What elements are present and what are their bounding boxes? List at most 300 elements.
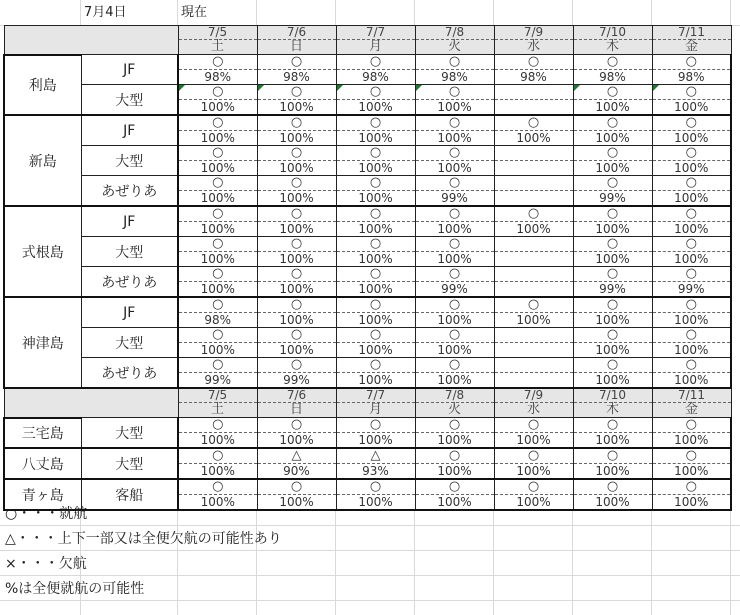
operation-symbol: ○ bbox=[369, 357, 382, 372]
island-name-cell[interactable]: 新島 bbox=[4, 115, 81, 206]
operation-probability: 100% bbox=[416, 130, 494, 145]
forecast-cell[interactable] bbox=[573, 55, 652, 85]
date-header-cell[interactable] bbox=[494, 388, 573, 418]
operation-symbol: ○ bbox=[212, 357, 224, 372]
forecast-cell[interactable] bbox=[415, 328, 494, 358]
operation-symbol: ○ bbox=[448, 327, 461, 342]
operation-symbol: ○ bbox=[685, 357, 697, 372]
date-header-row bbox=[4, 388, 731, 418]
operation-probability: 100% bbox=[653, 372, 731, 387]
forecast-cell[interactable] bbox=[415, 146, 494, 176]
date-header-cell[interactable] bbox=[415, 26, 494, 55]
forecast-cell[interactable] bbox=[573, 328, 652, 358]
forecast-cell[interactable] bbox=[336, 328, 415, 358]
operation-symbol: ○ bbox=[606, 175, 619, 190]
forecast-cell[interactable] bbox=[652, 479, 731, 510]
operation-probability: 100% bbox=[179, 190, 257, 205]
forecast-cell[interactable] bbox=[415, 115, 494, 146]
forecast-cell[interactable] bbox=[652, 85, 731, 116]
operation-symbol: ○ bbox=[369, 54, 382, 69]
forecast-cell[interactable] bbox=[178, 85, 257, 116]
forecast-cell[interactable] bbox=[494, 146, 573, 176]
operation-probability: 100% bbox=[337, 130, 415, 145]
date-label: 7/10 bbox=[599, 388, 626, 402]
forecast-cell[interactable] bbox=[573, 358, 652, 389]
ship-type-cell[interactable]: JF bbox=[81, 115, 178, 146]
schedule-table bbox=[3, 25, 732, 511]
operation-symbol: ○ bbox=[606, 54, 619, 69]
forecast-cell[interactable] bbox=[257, 297, 336, 328]
operation-probability bbox=[495, 190, 573, 205]
date-header-cell[interactable] bbox=[652, 388, 731, 418]
operation-probability: 98% bbox=[574, 69, 652, 84]
forecast-cell[interactable] bbox=[494, 267, 573, 298]
table-row bbox=[4, 297, 731, 328]
date-header-cell[interactable] bbox=[336, 26, 415, 55]
weekday-label: 日 bbox=[258, 402, 336, 417]
operation-probability: 100% bbox=[574, 432, 652, 447]
date-label: 7/9 bbox=[523, 388, 544, 402]
operation-symbol: ○ bbox=[606, 145, 619, 160]
operation-symbol: ○ bbox=[685, 206, 697, 221]
weekday-label: 木 bbox=[574, 39, 652, 54]
operation-probability: 99% bbox=[574, 190, 652, 205]
forecast-cell[interactable] bbox=[257, 146, 336, 176]
forecast-cell[interactable] bbox=[178, 267, 257, 298]
date-header-cell[interactable] bbox=[178, 388, 257, 418]
island-name-cell[interactable]: 三宅島 bbox=[4, 418, 81, 449]
date-label: 7/7 bbox=[365, 388, 386, 402]
forecast-cell[interactable] bbox=[257, 267, 336, 298]
operation-probability: 100% bbox=[337, 372, 415, 387]
legend-item[interactable]: ×・・・欠航 bbox=[5, 556, 87, 572]
date-label: 7/11 bbox=[678, 25, 705, 39]
forecast-cell[interactable] bbox=[494, 115, 573, 146]
operation-symbol: ○ bbox=[448, 145, 461, 160]
operation-probability: 100% bbox=[258, 190, 336, 205]
date-header-cell[interactable] bbox=[178, 26, 257, 55]
operation-symbol: ○ bbox=[369, 175, 382, 190]
operation-probability: 100% bbox=[653, 251, 731, 266]
forecast-cell[interactable] bbox=[415, 206, 494, 237]
operation-symbol: ○ bbox=[369, 115, 382, 130]
operation-probability: 99% bbox=[653, 281, 731, 296]
forecast-cell[interactable] bbox=[494, 237, 573, 267]
forecast-cell[interactable] bbox=[652, 55, 731, 85]
operation-probability: 100% bbox=[574, 130, 652, 145]
operation-probability: 100% bbox=[179, 130, 257, 145]
forecast-cell[interactable] bbox=[415, 85, 494, 116]
operation-symbol: ○ bbox=[685, 448, 697, 463]
ship-type-cell[interactable]: JF bbox=[81, 206, 178, 237]
forecast-cell[interactable] bbox=[494, 479, 573, 510]
header-blank-cell[interactable] bbox=[4, 26, 178, 55]
operation-probability: 100% bbox=[495, 312, 573, 327]
forecast-cell[interactable] bbox=[336, 146, 415, 176]
ship-type-cell[interactable]: 大型 bbox=[81, 146, 178, 176]
forecast-cell[interactable] bbox=[257, 328, 336, 358]
operation-probability: 100% bbox=[179, 342, 257, 357]
forecast-cell[interactable] bbox=[652, 237, 731, 267]
forecast-cell[interactable] bbox=[652, 206, 731, 237]
operation-symbol: ○ bbox=[290, 357, 303, 372]
operation-symbol: ○ bbox=[527, 115, 540, 130]
operation-probability: 100% bbox=[495, 463, 573, 478]
operation-probability: 99% bbox=[574, 281, 652, 296]
date-label: 7/8 bbox=[444, 388, 465, 402]
operation-symbol: ○ bbox=[290, 327, 303, 342]
operation-probability: 100% bbox=[416, 160, 494, 175]
table-row bbox=[4, 55, 731, 85]
operation-probability: 100% bbox=[337, 342, 415, 357]
forecast-cell[interactable] bbox=[178, 206, 257, 237]
operation-probability: 100% bbox=[574, 494, 652, 509]
operation-probability: 100% bbox=[179, 99, 257, 114]
forecast-cell[interactable] bbox=[573, 237, 652, 267]
forecast-cell[interactable] bbox=[415, 55, 494, 85]
operation-probability: 100% bbox=[337, 221, 415, 236]
legend-item[interactable]: %は全便就航の可能性 bbox=[5, 581, 145, 597]
operation-probability: 100% bbox=[653, 463, 731, 478]
operation-symbol: ○ bbox=[369, 266, 382, 281]
date-label: 7/9 bbox=[523, 25, 544, 39]
operation-symbol: ○ bbox=[212, 327, 224, 342]
ship-type-cell[interactable]: JF bbox=[81, 55, 178, 85]
operation-symbol: ○ bbox=[290, 145, 303, 160]
operation-probability: 100% bbox=[179, 432, 257, 447]
forecast-cell[interactable] bbox=[573, 206, 652, 237]
forecast-cell[interactable] bbox=[494, 297, 573, 328]
forecast-cell[interactable] bbox=[494, 418, 573, 449]
cell-note-indicator bbox=[653, 85, 659, 91]
table-row bbox=[4, 448, 731, 479]
operation-probability: 100% bbox=[653, 494, 731, 509]
date-header-cell[interactable] bbox=[257, 26, 336, 55]
forecast-cell[interactable] bbox=[652, 146, 731, 176]
operation-probability: 98% bbox=[495, 69, 573, 84]
operation-probability: 100% bbox=[258, 251, 336, 266]
operation-probability: 100% bbox=[179, 251, 257, 266]
operation-probability: 99% bbox=[416, 281, 494, 296]
forecast-cell[interactable] bbox=[178, 448, 257, 479]
operation-symbol: ○ bbox=[448, 236, 461, 251]
operation-symbol bbox=[495, 267, 573, 281]
header-blank-cell[interactable] bbox=[4, 388, 178, 418]
operation-probability: 100% bbox=[258, 160, 336, 175]
operation-symbol: △ bbox=[291, 448, 302, 463]
operation-probability bbox=[495, 281, 573, 296]
operation-probability: 100% bbox=[653, 342, 731, 357]
operation-symbol: ○ bbox=[290, 175, 303, 190]
date-header-cell[interactable] bbox=[652, 26, 731, 55]
operation-symbol: ○ bbox=[290, 266, 303, 281]
operation-symbol: ○ bbox=[606, 266, 619, 281]
table-row bbox=[4, 85, 731, 116]
forecast-cell[interactable] bbox=[573, 267, 652, 298]
forecast-cell[interactable] bbox=[336, 176, 415, 207]
operation-probability: 100% bbox=[495, 221, 573, 236]
operation-probability: 100% bbox=[179, 463, 257, 478]
forecast-cell[interactable] bbox=[494, 176, 573, 207]
operation-symbol: ○ bbox=[369, 417, 382, 432]
operation-symbol: ○ bbox=[527, 448, 540, 463]
operation-symbol: △ bbox=[370, 448, 381, 463]
island-name-cell[interactable]: 八丈島 bbox=[4, 448, 81, 479]
operation-probability: 100% bbox=[337, 494, 415, 509]
date-label: 7/5 bbox=[207, 388, 228, 402]
date-header-cell[interactable] bbox=[257, 388, 336, 418]
forecast-cell[interactable] bbox=[415, 176, 494, 207]
operation-probability: 100% bbox=[337, 312, 415, 327]
island-name-cell[interactable]: 神津島 bbox=[4, 297, 81, 388]
island-name-cell[interactable]: 利島 bbox=[4, 55, 81, 116]
ship-type-cell[interactable]: あぜりあ bbox=[81, 176, 178, 207]
legend-item[interactable]: ○・・・就航 bbox=[5, 506, 88, 522]
date-header-cell[interactable] bbox=[573, 26, 652, 55]
ship-type-cell[interactable]: JF bbox=[81, 297, 178, 328]
table-row bbox=[4, 115, 731, 146]
forecast-cell[interactable] bbox=[573, 297, 652, 328]
operation-symbol: ○ bbox=[290, 417, 303, 432]
forecast-cell[interactable] bbox=[494, 328, 573, 358]
operation-probability: 100% bbox=[574, 372, 652, 387]
operation-probability: 100% bbox=[574, 99, 652, 114]
operation-probability: 98% bbox=[337, 69, 415, 84]
operation-symbol: ○ bbox=[606, 236, 619, 251]
forecast-cell[interactable] bbox=[178, 237, 257, 267]
table-row bbox=[4, 328, 731, 358]
operation-probability bbox=[495, 251, 573, 266]
operation-probability: 100% bbox=[416, 251, 494, 266]
operation-probability: 100% bbox=[416, 221, 494, 236]
weekday-label: 木 bbox=[574, 402, 652, 417]
forecast-cell[interactable] bbox=[494, 448, 573, 479]
operation-probability: 100% bbox=[337, 190, 415, 205]
operation-probability: 100% bbox=[574, 463, 652, 478]
operation-probability: 100% bbox=[574, 221, 652, 236]
ship-type-cell[interactable]: あぜりあ bbox=[81, 267, 178, 298]
forecast-cell[interactable] bbox=[415, 237, 494, 267]
forecast-cell[interactable] bbox=[257, 85, 336, 116]
legend-item[interactable]: △・・・上下一部又は全便欠航の可能性あり bbox=[5, 531, 282, 547]
forecast-cell[interactable] bbox=[415, 418, 494, 449]
date-header-cell[interactable] bbox=[415, 388, 494, 418]
operation-symbol: ○ bbox=[448, 448, 461, 463]
forecast-cell[interactable] bbox=[573, 479, 652, 510]
forecast-cell[interactable] bbox=[336, 115, 415, 146]
forecast-cell[interactable] bbox=[573, 448, 652, 479]
operation-symbol: ○ bbox=[606, 448, 619, 463]
forecast-cell[interactable] bbox=[178, 479, 257, 510]
operation-symbol: ○ bbox=[685, 479, 697, 494]
forecast-cell[interactable] bbox=[573, 115, 652, 146]
date-label: 7/8 bbox=[444, 25, 465, 39]
table-row bbox=[4, 267, 731, 298]
forecast-cell[interactable] bbox=[573, 85, 652, 116]
weekday-label: 金 bbox=[653, 402, 731, 417]
weekday-label: 土 bbox=[179, 402, 257, 417]
operation-probability: 100% bbox=[179, 494, 257, 509]
operation-probability: 100% bbox=[574, 251, 652, 266]
weekday-label: 火 bbox=[416, 39, 494, 54]
forecast-cell[interactable] bbox=[573, 176, 652, 207]
operation-probability: 99% bbox=[258, 372, 336, 387]
forecast-cell[interactable] bbox=[652, 418, 731, 449]
operation-symbol: ○ bbox=[369, 327, 382, 342]
operation-probability: 100% bbox=[337, 99, 415, 114]
operation-symbol: ○ bbox=[448, 417, 461, 432]
forecast-cell[interactable] bbox=[257, 479, 336, 510]
date-label: 7/7 bbox=[365, 25, 386, 39]
forecast-cell[interactable] bbox=[257, 448, 336, 479]
forecast-cell[interactable] bbox=[336, 418, 415, 449]
operation-symbol: ○ bbox=[685, 115, 697, 130]
weekday-label: 日 bbox=[258, 39, 336, 54]
operation-probability: 100% bbox=[653, 221, 731, 236]
forecast-cell[interactable] bbox=[257, 358, 336, 389]
forecast-cell[interactable] bbox=[415, 448, 494, 479]
forecast-cell[interactable] bbox=[257, 176, 336, 207]
operation-symbol: ○ bbox=[685, 297, 697, 312]
forecast-cell[interactable] bbox=[178, 358, 257, 389]
date-label: 7/6 bbox=[286, 388, 307, 402]
forecast-cell[interactable] bbox=[336, 206, 415, 237]
ship-type-cell[interactable]: 大型 bbox=[81, 448, 178, 479]
ship-type-cell[interactable]: 大型 bbox=[81, 85, 178, 116]
operation-probability: 100% bbox=[258, 494, 336, 509]
forecast-cell[interactable] bbox=[178, 328, 257, 358]
operation-symbol bbox=[495, 176, 573, 190]
operation-probability: 99% bbox=[416, 190, 494, 205]
operation-symbol: ○ bbox=[685, 266, 697, 281]
operation-symbol: ○ bbox=[448, 357, 461, 372]
island-name-cell[interactable]: 式根島 bbox=[4, 206, 81, 297]
forecast-cell[interactable] bbox=[494, 85, 573, 116]
forecast-cell[interactable] bbox=[336, 55, 415, 85]
ship-type-cell[interactable]: 大型 bbox=[81, 418, 178, 449]
date-header-cell[interactable] bbox=[336, 388, 415, 418]
operation-symbol: ○ bbox=[212, 206, 224, 221]
operation-symbol: ○ bbox=[290, 84, 303, 99]
cell-note-indicator bbox=[574, 85, 580, 91]
forecast-cell[interactable] bbox=[178, 176, 257, 207]
ship-type-cell[interactable]: あぜりあ bbox=[81, 358, 178, 389]
forecast-cell[interactable] bbox=[494, 55, 573, 85]
operation-probability: 100% bbox=[416, 432, 494, 447]
forecast-cell[interactable] bbox=[178, 146, 257, 176]
forecast-cell[interactable] bbox=[336, 267, 415, 298]
forecast-cell[interactable] bbox=[415, 297, 494, 328]
operation-symbol: ○ bbox=[212, 145, 224, 160]
operation-probability: 98% bbox=[179, 69, 257, 84]
ship-type-cell[interactable]: 大型 bbox=[81, 237, 178, 267]
forecast-cell[interactable] bbox=[652, 448, 731, 479]
operation-probability bbox=[495, 342, 573, 357]
forecast-cell[interactable] bbox=[573, 418, 652, 449]
date-header-cell[interactable] bbox=[494, 26, 573, 55]
forecast-cell[interactable] bbox=[336, 358, 415, 389]
operation-symbol: ○ bbox=[685, 236, 697, 251]
forecast-cell[interactable] bbox=[415, 358, 494, 389]
operation-symbol bbox=[495, 146, 573, 160]
operation-symbol: ○ bbox=[290, 297, 303, 312]
operation-probability: 100% bbox=[179, 281, 257, 296]
forecast-cell[interactable] bbox=[415, 267, 494, 298]
forecast-cell[interactable] bbox=[652, 176, 731, 207]
operation-probability: 100% bbox=[416, 372, 494, 387]
forecast-cell[interactable] bbox=[178, 55, 257, 85]
island-name-cell[interactable]: 青ヶ島 bbox=[4, 479, 81, 510]
operation-probability: 98% bbox=[416, 69, 494, 84]
forecast-cell[interactable] bbox=[415, 479, 494, 510]
operation-symbol: ○ bbox=[685, 84, 697, 99]
operation-probability: 100% bbox=[258, 342, 336, 357]
operation-symbol: ○ bbox=[369, 206, 382, 221]
forecast-cell[interactable] bbox=[178, 418, 257, 449]
operation-probability: 100% bbox=[495, 130, 573, 145]
forecast-cell[interactable] bbox=[336, 237, 415, 267]
forecast-cell[interactable] bbox=[336, 85, 415, 116]
operation-probability: 100% bbox=[258, 99, 336, 114]
operation-probability: 99% bbox=[179, 372, 257, 387]
operation-probability: 100% bbox=[495, 494, 573, 509]
operation-probability: 100% bbox=[258, 281, 336, 296]
ship-type-cell[interactable]: 客船 bbox=[81, 479, 178, 510]
forecast-cell[interactable] bbox=[652, 115, 731, 146]
forecast-cell[interactable] bbox=[494, 358, 573, 389]
operation-probability: 100% bbox=[416, 312, 494, 327]
operation-probability: 100% bbox=[337, 281, 415, 296]
operation-probability: 100% bbox=[416, 463, 494, 478]
forecast-cell[interactable] bbox=[257, 237, 336, 267]
forecast-cell[interactable] bbox=[573, 146, 652, 176]
forecast-cell[interactable] bbox=[336, 448, 415, 479]
forecast-cell[interactable] bbox=[652, 358, 731, 389]
operation-symbol: ○ bbox=[369, 236, 382, 251]
forecast-cell[interactable] bbox=[652, 297, 731, 328]
forecast-cell[interactable] bbox=[336, 297, 415, 328]
operation-probability: 100% bbox=[337, 432, 415, 447]
operation-symbol: ○ bbox=[685, 417, 697, 432]
table-row bbox=[4, 146, 731, 176]
operation-probability: 90% bbox=[258, 463, 336, 478]
operation-probability bbox=[495, 160, 573, 175]
forecast-cell[interactable] bbox=[257, 115, 336, 146]
table-row bbox=[4, 176, 731, 207]
forecast-cell[interactable] bbox=[652, 267, 731, 298]
date-header-cell[interactable] bbox=[573, 388, 652, 418]
operation-probability: 98% bbox=[258, 69, 336, 84]
operation-symbol: ○ bbox=[606, 417, 619, 432]
operation-probability bbox=[495, 99, 573, 114]
forecast-cell[interactable] bbox=[178, 297, 257, 328]
header-status-cell[interactable]: 現在 bbox=[181, 5, 208, 20]
forecast-cell[interactable] bbox=[178, 115, 257, 146]
forecast-cell[interactable] bbox=[494, 206, 573, 237]
ship-type-cell[interactable]: 大型 bbox=[81, 328, 178, 358]
forecast-cell[interactable] bbox=[257, 418, 336, 449]
operation-probability: 100% bbox=[179, 221, 257, 236]
forecast-cell[interactable] bbox=[257, 206, 336, 237]
operation-probability: 100% bbox=[653, 190, 731, 205]
header-date-cell[interactable]: 7月4日 bbox=[84, 5, 127, 20]
table-row bbox=[4, 479, 731, 510]
forecast-cell[interactable] bbox=[652, 328, 731, 358]
operation-symbol: ○ bbox=[685, 145, 697, 160]
forecast-cell[interactable] bbox=[336, 479, 415, 510]
forecast-cell[interactable] bbox=[257, 55, 336, 85]
operation-symbol: ○ bbox=[290, 54, 303, 69]
